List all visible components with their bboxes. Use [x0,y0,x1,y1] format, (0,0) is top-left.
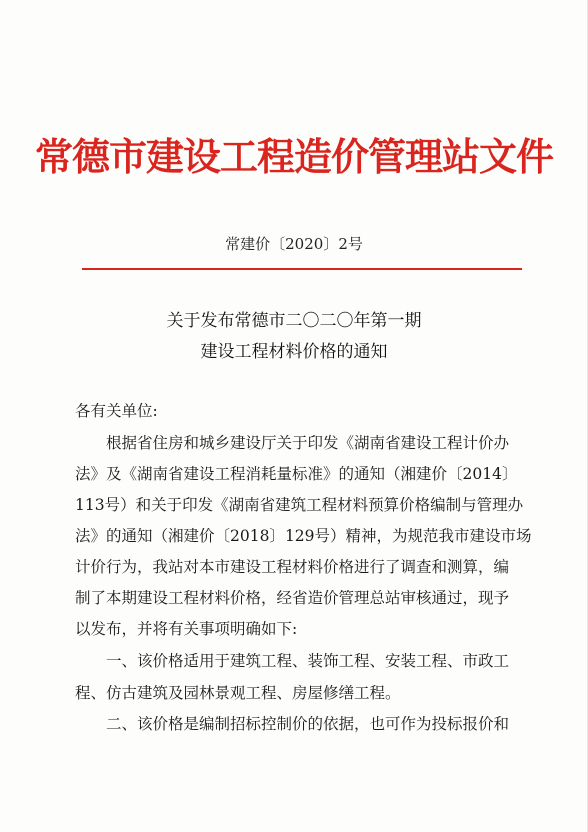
body-line: 制了本期建设工程材料价格，经省造价管理总站审核通过，现予 [75,589,510,607]
body-line: 一、该价格适用于建筑工程、装饰工程、安装工程、市政工 [106,652,510,670]
notice-title-line-1: 关于发布常德市二〇二〇年第一期 [166,311,422,331]
body-line: 程、仿古建筑及园林景观工程、房屋修缮工程。 [75,684,401,702]
red-divider-line [82,268,522,270]
body-line: 以发布，并将有关事项明确如下: [75,620,298,638]
document-number: 常建价〔2020〕2号 [225,235,363,253]
masthead-title: 常德市建设工程造价管理站文件 [34,134,553,179]
body-line: 根据省住房和城乡建设厅关于印发《湖南省建设工程计价办 [106,434,510,452]
notice-title-line-2: 建设工程材料价格的通知 [200,342,388,362]
body-line: 法》及《湖南省建设工程消耗量标准》的通知（湘建价〔2014〕 [75,465,518,483]
body-line: 二、该价格是编制招标控制价的依据，也可作为投标报价和 [106,715,510,733]
body-line: 113号）和关于印发《湖南省建筑工程材料预算价格编制与管理办 [75,496,524,514]
body-line: 法》的通知（湘建价〔2018〕129号）精神，为规范我市建设市场 [75,527,532,545]
body-line: 计价行为，我站对本市建设工程材料价格进行了调查和测算，编 [75,558,510,576]
salutation: 各有关单位: [75,402,158,420]
